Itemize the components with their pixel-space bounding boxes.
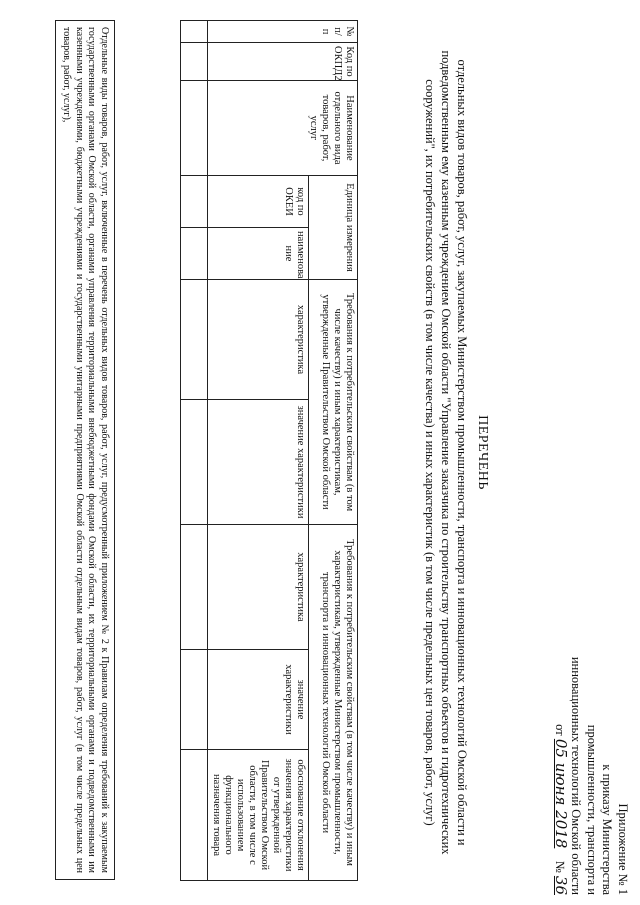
header-unit-code: код по ОКЕИ xyxy=(208,176,309,228)
header-unit-name: наименова ние xyxy=(208,228,309,280)
header-ministry-reason: обоснование отклонения значения характеристики от утвержденной Правительством Омской области, в том числе с использованием функционального назначения товара xyxy=(208,750,309,881)
header-ministry-requirements: Требования к потребительским свойствам (в том числе качеству) и иным характеристикам, утвержденные Министерством промышленности, транспорта и инновационных технологий Омской области xyxy=(309,525,358,881)
requirements-table xyxy=(180,20,358,881)
appendix-line-2: к приказу Министерства xyxy=(600,764,615,895)
appendix-header xyxy=(552,615,631,895)
header-gov-characteristic: характеристика xyxy=(208,280,309,400)
number-prefix: № xyxy=(553,860,567,873)
document-subtitle: отдельных видов товаров, работ, услуг, закупаемых Министерством промышленности, транспорта и инновационных технологий Омской области и подведомственным ему казенным учреждением Омской области "Управление заказчика по строительству транспортных объектов и гидротехнических сооружений", их потребительских свойств (в том числе качества) и иных характеристик (в том числе предельных цен товаров, работ, услуг) xyxy=(423,50,469,855)
header-num: № п/ п xyxy=(208,21,358,43)
appendix-line-1: Приложение № 1 xyxy=(616,803,630,895)
appendix-line-3: промышленности, транспорта и xyxy=(585,724,599,895)
appendix-line-4: инновационных технологий Омской области xyxy=(569,656,584,895)
document-title: ПЕРЕЧЕНЬ xyxy=(475,415,490,490)
handwritten-number: 36 xyxy=(552,875,570,895)
table-footnote: Отдельные виды товаров, работ, услуг, включенные в перечень отдельных видов товаров, работ, услуг, предусмотренный приложением № 2 к Правилам определения требований к закупаемым государственными органами Омской области, органами управления территориальными внебюджетными фондами Омской области, их территориальными органами и подведомственными им казенными учреждениями, бюджетными учреждениями и государственными унитарными предприятиями Омской области отдельным видам товаров, работ, услуг (в том числе предельных цен товаров, работ, услуг), xyxy=(55,20,115,880)
header-gov-value: значение характеристики xyxy=(208,400,309,525)
handwritten-date: 05 июня 2018 xyxy=(552,738,570,849)
table-header-row-1 xyxy=(309,21,358,881)
table-row xyxy=(181,21,208,881)
header-ministry-value: значение характеристики xyxy=(208,650,309,750)
header-ministry-characteristic: характеристика xyxy=(208,525,309,650)
document-heading xyxy=(422,20,490,885)
header-okpd: Код по ОКПД2 xyxy=(208,43,358,81)
header-gov-requirements: Требования к потребительским свойствам (в том числе качеству) и иным характеристикам, утвержденные Правительством Омской области xyxy=(309,280,358,525)
header-unit: Единица измерения xyxy=(309,176,358,280)
requirements-table-wrapper xyxy=(180,20,358,880)
appendix-date-line xyxy=(552,615,569,895)
header-name: Наименование отдельного вида товаров, работ, услуг xyxy=(208,81,358,176)
date-prefix: от xyxy=(553,724,567,736)
